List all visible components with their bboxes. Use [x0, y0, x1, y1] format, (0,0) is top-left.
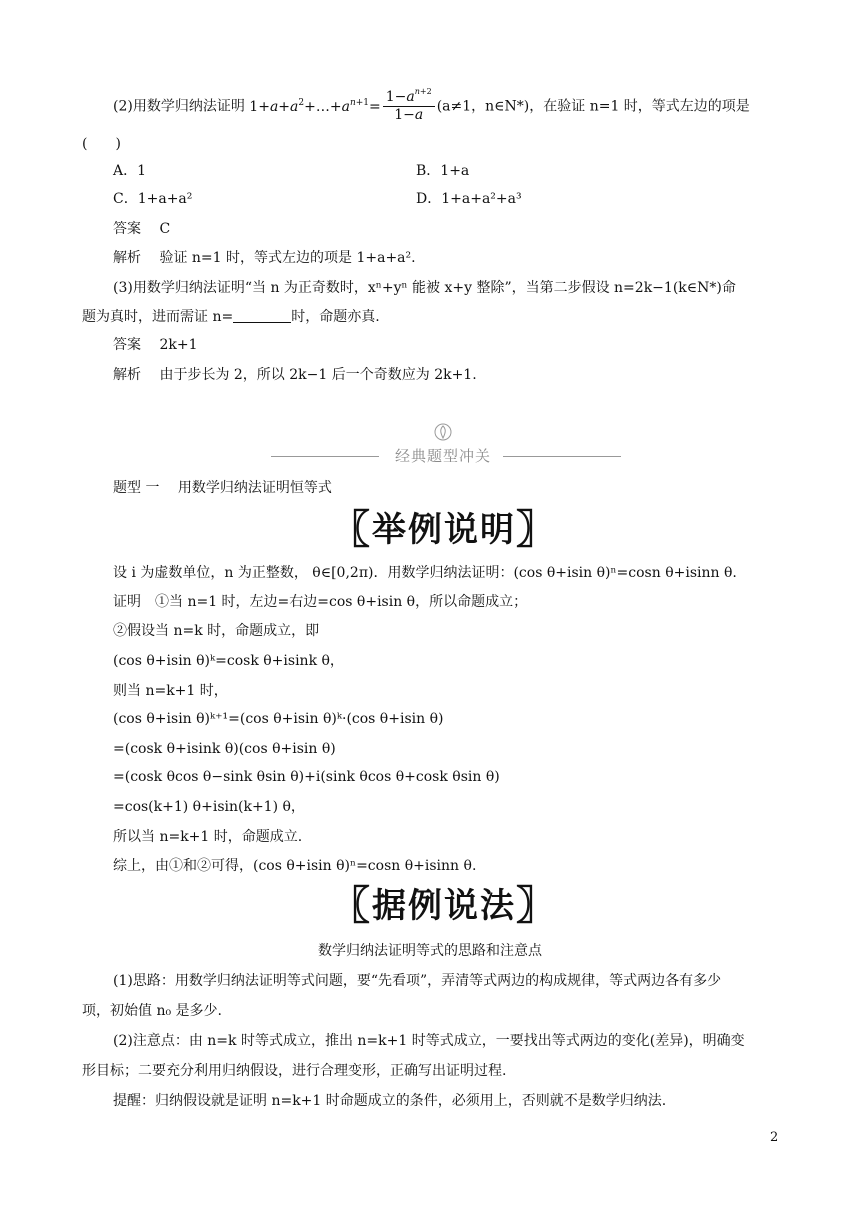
divider-line-right [503, 456, 621, 457]
method-title: 数学归纳法证明等式的思路和注意点 [318, 943, 542, 959]
page-number: 2 [770, 1130, 779, 1145]
q2-prefix: (2)用数学归纳法证明 [113, 98, 245, 115]
bracket-left-icon: 〖 [330, 883, 372, 929]
analysis-text: 验证 n=1 时，等式左边的项是 1+a+a². [159, 250, 416, 266]
proof-line-2: ②假设当 n=k 时，命题成立，即 [113, 623, 320, 639]
question-2-statement [113, 89, 750, 124]
proof-line-3: (cos θ+isin θ)ᵏ=cosk θ+isink θ， [113, 653, 344, 669]
type-heading [113, 478, 332, 498]
q3-line2-b: 时，命题亦真. [291, 309, 380, 325]
q3-line2-a: 题为真时，进而需证 n= [82, 309, 234, 325]
divider-line-left [271, 456, 379, 457]
analysis-label: 解析 [113, 250, 141, 266]
banner-text: 举例说明 [372, 510, 516, 550]
method-step-1b: 项，初始值 n₀ 是多少. [82, 1003, 222, 1019]
proof-line-8: =cos(k+1) θ+isin(k+1) θ， [113, 799, 305, 815]
proof-line-5: (cos θ+isin θ)ᵏ⁺¹=(cos θ+isin θ)ᵏ·(cos θ+isin θ) [113, 711, 444, 727]
question-3-line2 [82, 307, 380, 327]
bracket-right-icon: 〗 [516, 883, 558, 929]
analysis-label: 解析 [113, 367, 141, 383]
option-c: C．1+a+a² [113, 191, 193, 207]
answer-value: C [159, 221, 171, 237]
method-step-2b: 形目标；二要充分利用归纳假设，进行合理变形，正确写出证明过程. [82, 1063, 507, 1079]
analysis-text: 由于步长为 2，所以 2k−1 后一个奇数应为 2k+1. [159, 367, 477, 383]
type-label: 题型 一 [113, 480, 160, 496]
q2-suffix: (a≠1，n∈N*)，在验证 n=1 时，等式左边的项是 [436, 98, 750, 115]
q2-fraction: $\frac{1-a^{n+2}}{1-a}$ [383, 89, 435, 124]
type-title: 用数学归纳法证明恒等式 [177, 480, 332, 496]
q3-answer [113, 335, 197, 355]
example-statement: 设 i 为虚数单位，n 为正整数， θ∈[0,2π)．用数学归纳法证明：(cos θ+isin θ)ⁿ=cosn θ+isinn θ. [113, 565, 737, 581]
q2-sum-expression: $1+a+a^2+\dots+a^{n+1}=$ [249, 97, 381, 115]
bracket-right-icon: 〗 [516, 507, 558, 553]
option-b: B．1+a [416, 163, 470, 179]
answer-blank [233, 308, 291, 323]
proof-line-10: 综上，由①和②可得，(cos θ+isin θ)ⁿ=cosn θ+isinn θ. [113, 858, 477, 874]
proof-line-9: 所以当 n=k+1 时，命题成立. [113, 829, 303, 845]
answer-label: 答案 [113, 221, 141, 237]
banner-method [330, 884, 558, 928]
divider-title: 经典题型冲关 [394, 447, 491, 465]
bracket-left-icon: 〖 [330, 507, 372, 553]
q2-paren: ( ) [82, 136, 121, 152]
question-3-line1: (3)用数学归纳法证明“当 n 为正奇数时，xⁿ+yⁿ 能被 x+y 整除”，当第二步假设 n=2k−1(k∈N*)命 [113, 280, 736, 296]
section-divider [271, 423, 621, 473]
q2-answer [113, 219, 170, 239]
method-step-2a: (2)注意点：由 n=k 时等式成立，推出 n=k+1 时等式成立，一要找出等式两边的变化(差异)，明确变 [113, 1033, 745, 1049]
q2-analysis [113, 248, 416, 268]
option-d: D．1+a+a²+a³ [416, 191, 522, 207]
proof-line-4: 则当 n=k+1 时， [113, 683, 228, 699]
q3-analysis [113, 365, 477, 385]
proof-line-1: 证明 ①当 n=1 时，左边=右边=cos θ+isin θ，所以命题成立； [113, 594, 528, 610]
method-step-1a: (1)思路：用数学归纳法证明等式问题，要“先看项”，弄清等式两边的构成规律，等式两边各有多少 [113, 973, 722, 989]
proof-line-7: =(cosk θcos θ−sink θsin θ)+i(sink θcos θ+cosk θsin θ) [113, 769, 500, 785]
banner-example [330, 508, 558, 552]
banner-text: 据例说法 [372, 886, 516, 926]
answer-value: 2k+1 [159, 337, 198, 353]
method-reminder: 提醒：归纳假设就是证明 n=k+1 时命题成立的条件，必须用上，否则就不是数学归纳法. [113, 1093, 667, 1109]
answer-label: 答案 [113, 337, 141, 353]
ornament-icon [434, 423, 452, 441]
option-a: A．1 [113, 163, 147, 179]
proof-line-6: =(cosk θ+isink θ)(cos θ+isin θ) [113, 741, 336, 757]
